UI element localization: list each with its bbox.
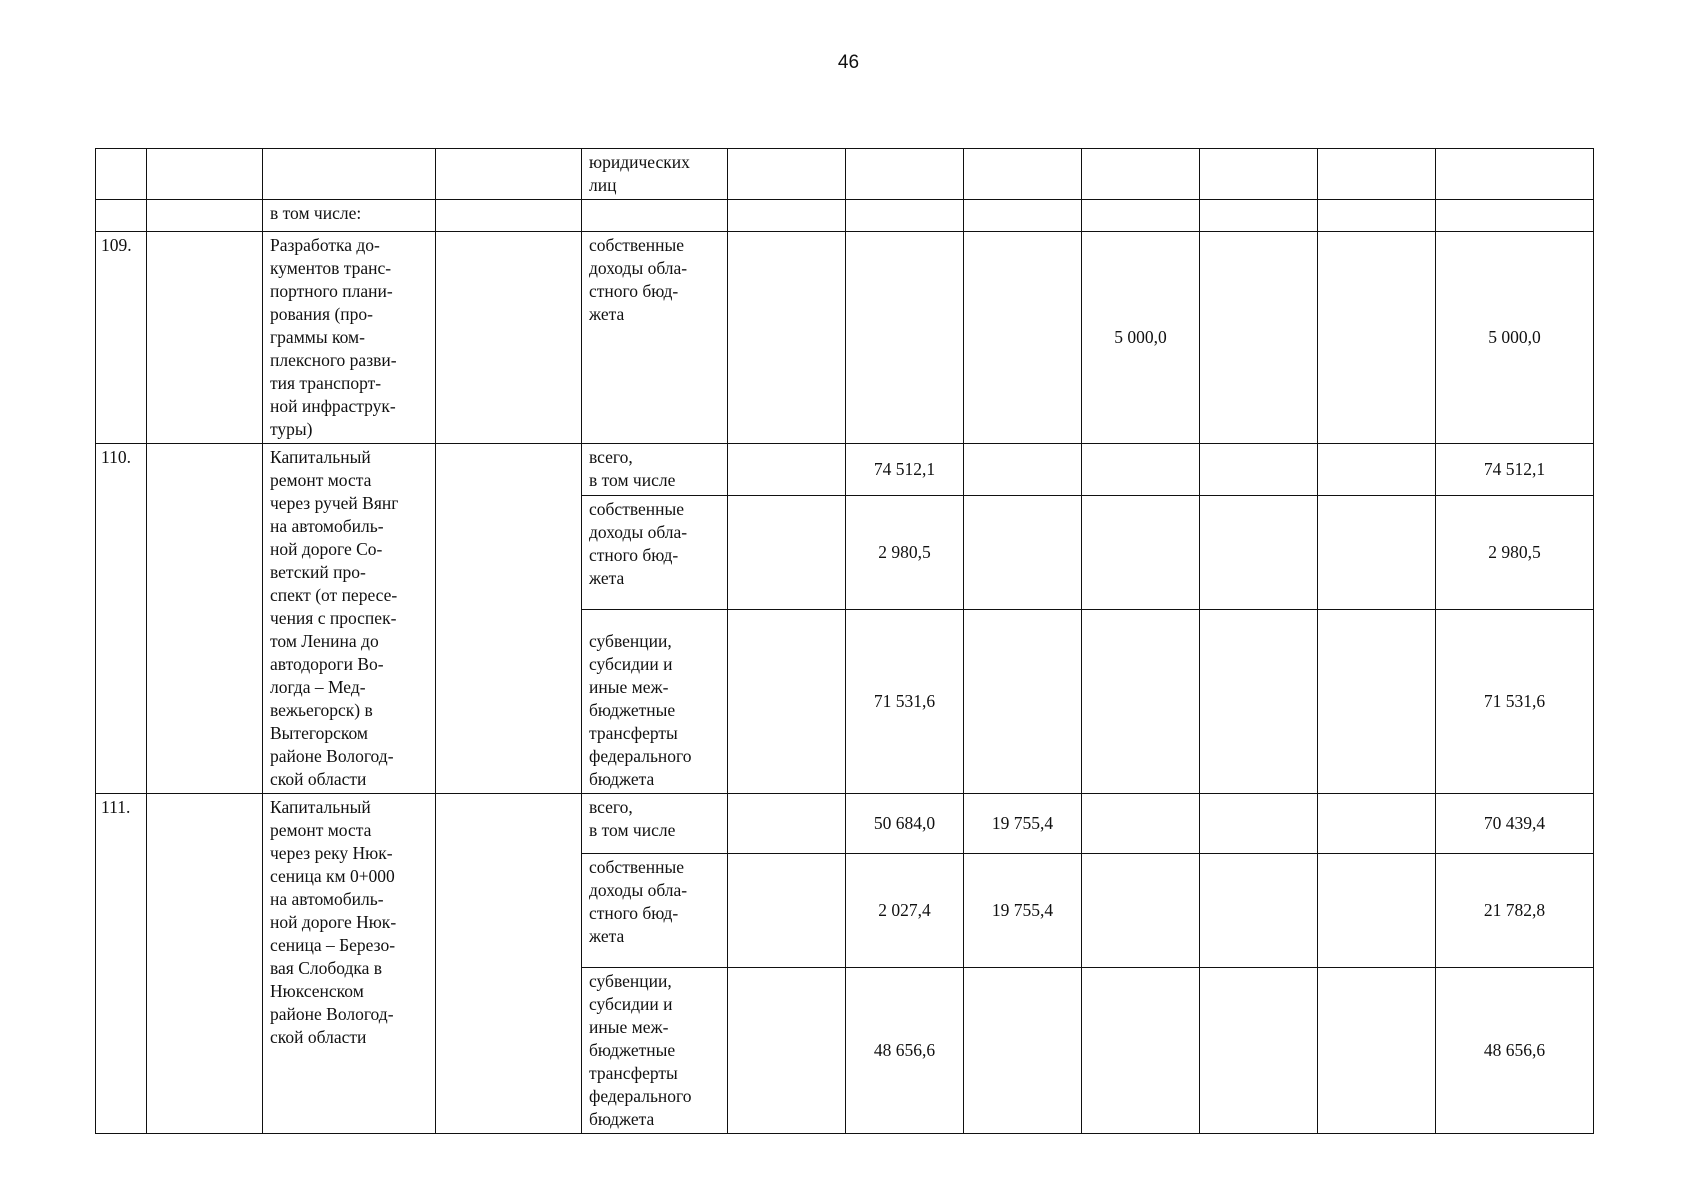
value-cell: 2 980,5 [846, 496, 964, 610]
value-cell [1318, 232, 1436, 444]
source-cell: собственные доходы обла- стного бюд- жета [582, 496, 728, 610]
empty-cell [436, 232, 582, 444]
empty-cell [147, 200, 263, 232]
empty-cell [436, 200, 582, 232]
total-cell [1436, 200, 1594, 232]
value-cell [1318, 854, 1436, 968]
value-cell [1200, 610, 1318, 794]
empty-cell [436, 794, 582, 1134]
source-cell: субвенции, субсидии и иные меж- бюджетные трансферты федерального бюджета [582, 968, 728, 1134]
empty-cell [728, 968, 846, 1134]
empty-cell [147, 232, 263, 444]
empty-cell [728, 149, 846, 200]
empty-cell [436, 444, 582, 794]
row-number-cell: 111. [96, 794, 147, 1134]
value-cell [964, 444, 1082, 496]
value-cell [1082, 610, 1200, 794]
value-cell [964, 200, 1082, 232]
value-cell [964, 496, 1082, 610]
table-row [96, 794, 1594, 854]
value-cell [964, 149, 1082, 200]
value-cell [1082, 794, 1200, 854]
page-number: 46 [837, 52, 860, 73]
value-cell: 48 656,6 [846, 968, 964, 1134]
value-cell [1082, 444, 1200, 496]
value-cell [1200, 968, 1318, 1134]
table-row [96, 444, 1594, 496]
value-cell [846, 149, 964, 200]
total-cell: 5 000,0 [1436, 232, 1594, 444]
name-cell: Разработка до- кументов транс- портного плани- рования (про- граммы ком- плексного разви- тия транспорт- ной инфраструк- туры) [263, 232, 436, 444]
empty-cell [728, 200, 846, 232]
value-cell [846, 232, 964, 444]
total-cell: 2 980,5 [1436, 496, 1594, 610]
source-cell: собственные доходы обла- стного бюд- жета [582, 232, 728, 444]
source-cell: всего, в том числе [582, 794, 728, 854]
empty-cell [436, 149, 582, 200]
source-cell: всего, в том числе [582, 444, 728, 496]
empty-cell [728, 496, 846, 610]
row-number-cell: 110. [96, 444, 147, 794]
value-cell [1082, 496, 1200, 610]
row-number-cell [96, 200, 147, 232]
empty-cell [728, 444, 846, 496]
row-number-cell: 109. [96, 232, 147, 444]
row-number-cell [96, 149, 147, 200]
value-cell [846, 200, 964, 232]
value-cell [1318, 968, 1436, 1134]
value-cell [1318, 496, 1436, 610]
value-cell [1318, 610, 1436, 794]
value-cell [1082, 968, 1200, 1134]
value-cell [1082, 200, 1200, 232]
table-row [96, 232, 1594, 444]
value-cell [1318, 200, 1436, 232]
value-cell: 71 531,6 [846, 610, 964, 794]
table-row [96, 149, 1594, 200]
value-cell [1200, 232, 1318, 444]
source-cell: собственные доходы обла- стного бюд- жета [582, 854, 728, 968]
total-cell: 21 782,8 [1436, 854, 1594, 968]
empty-cell [728, 610, 846, 794]
total-cell: 71 531,6 [1436, 610, 1594, 794]
empty-cell [147, 794, 263, 1134]
value-cell [964, 232, 1082, 444]
program-financing-table [95, 148, 1594, 1134]
total-cell: 70 439,4 [1436, 794, 1594, 854]
value-cell [964, 610, 1082, 794]
value-cell [1200, 200, 1318, 232]
value-cell [1318, 444, 1436, 496]
value-cell [1200, 794, 1318, 854]
source-cell: субвенции, субсидии и иные меж- бюджетные трансферты федерального бюджета [582, 610, 728, 794]
empty-cell [147, 149, 263, 200]
total-cell: 48 656,6 [1436, 968, 1594, 1134]
total-cell: 74 512,1 [1436, 444, 1594, 496]
value-cell: 5 000,0 [1082, 232, 1200, 444]
empty-cell [728, 794, 846, 854]
total-cell [1436, 149, 1594, 200]
value-cell [1200, 444, 1318, 496]
name-cell: Капитальный ремонт моста через реку Нюк- сеница км 0+000 на автомобиль- ной дороге Нюк- сеница – Березо- вая Слободка в Нюксенском районе Вологод- ской области [263, 794, 436, 1134]
value-cell: 74 512,1 [846, 444, 964, 496]
value-cell [964, 968, 1082, 1134]
value-cell [1200, 496, 1318, 610]
value-cell [1318, 794, 1436, 854]
name-cell: в том числе: [263, 200, 436, 232]
value-cell: 50 684,0 [846, 794, 964, 854]
value-cell: 19 755,4 [964, 854, 1082, 968]
empty-cell [147, 444, 263, 794]
name-cell: Капитальный ремонт моста через ручей Вянг на автомобиль- ной дороге Со- ветский про- спект (от пересе- чения с проспек- том Ленина до автодороги Во- логда – Мед- вежьегорск) в Вытегорском районе Вологод- ской области [263, 444, 436, 794]
value-cell [1318, 149, 1436, 200]
value-cell [1200, 854, 1318, 968]
empty-cell [728, 854, 846, 968]
table-row [96, 200, 1594, 232]
value-cell [1082, 149, 1200, 200]
value-cell: 19 755,4 [964, 794, 1082, 854]
value-cell [1082, 854, 1200, 968]
source-cell: юридических лиц [582, 149, 728, 200]
name-cell [263, 149, 436, 200]
value-cell: 2 027,4 [846, 854, 964, 968]
value-cell [1200, 149, 1318, 200]
source-cell [582, 200, 728, 232]
empty-cell [728, 232, 846, 444]
